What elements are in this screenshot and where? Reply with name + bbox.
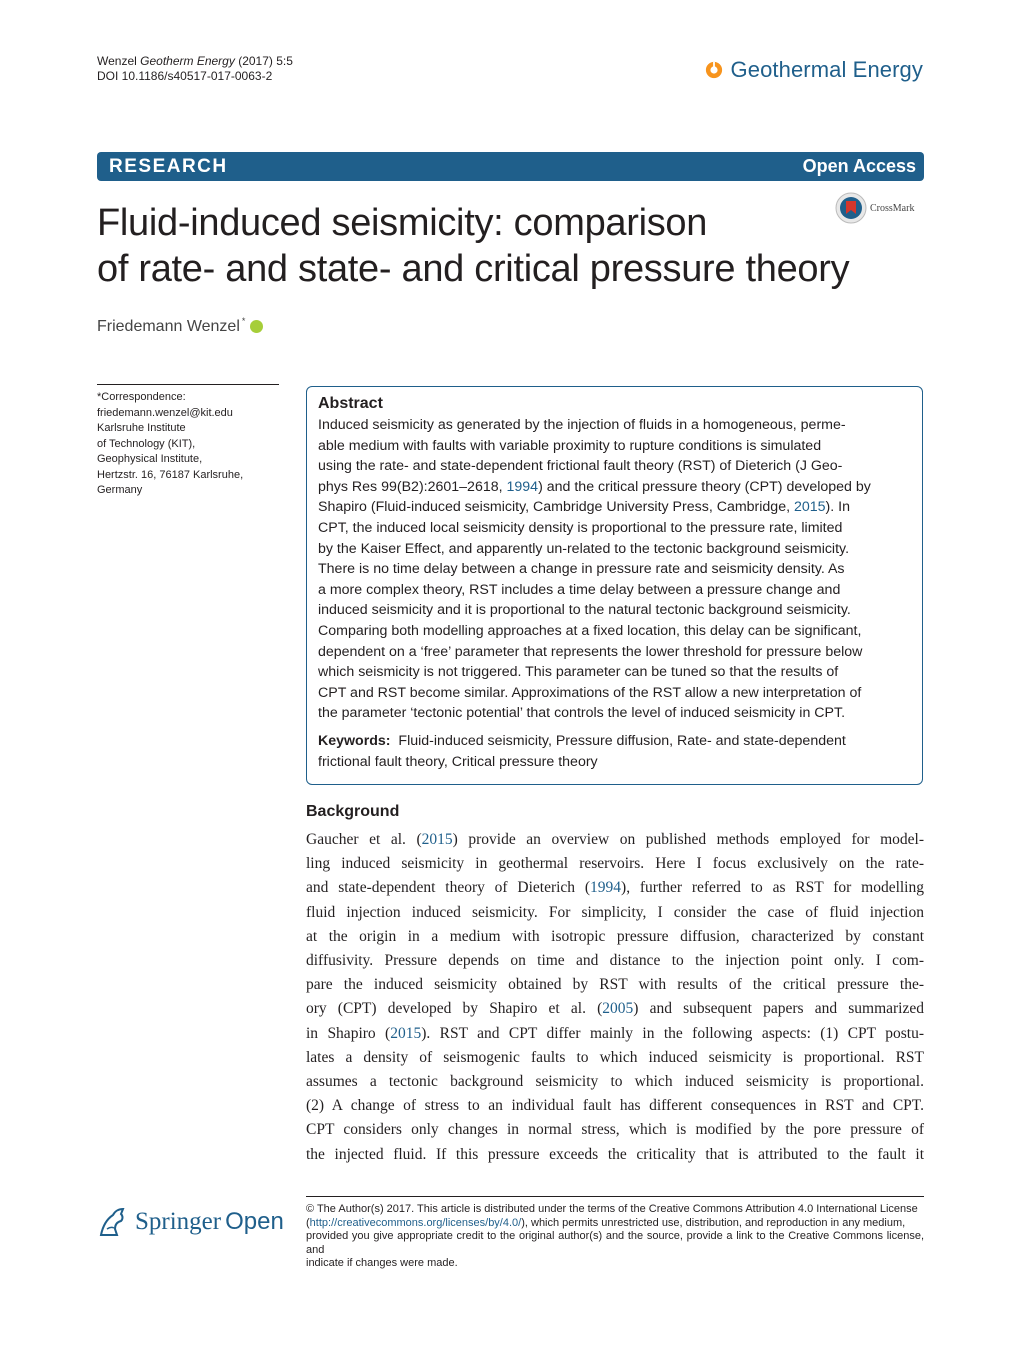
journal-name: Geothermal Energy bbox=[730, 57, 923, 82]
publisher-suffix: Open bbox=[225, 1208, 284, 1235]
abstract-line bbox=[318, 600, 912, 621]
abstract-line bbox=[318, 621, 912, 642]
article-type-label: RESEARCH bbox=[109, 155, 228, 177]
citation-link[interactable]: http://creativecommons.org/licenses/by/4.0/ bbox=[309, 1216, 522, 1229]
author-mark: * bbox=[241, 316, 246, 326]
abstract-body bbox=[318, 415, 912, 724]
text-segment: ( bbox=[306, 1216, 310, 1229]
text-segment: There is no time delay between a change in pressure rate and seismicity density. As bbox=[318, 561, 845, 578]
crossmark-label: CrossMark bbox=[870, 202, 915, 214]
text-segment: assumes a tectonic background seismicity to which induced seismicity is proportional. bbox=[306, 1073, 924, 1091]
body-line bbox=[306, 876, 924, 900]
journal-brand[interactable] bbox=[705, 57, 923, 83]
correspondence-line: of Technology (KIT), bbox=[97, 437, 196, 450]
abstract-box bbox=[306, 386, 923, 785]
article-type-band bbox=[97, 152, 924, 181]
title-line: Fluid-induced seismicity: comparison bbox=[97, 202, 708, 244]
text-segment: using the rate- and state-dependent frictional fault theory (RST) of Dieterich (J Geo- bbox=[318, 458, 843, 475]
text-segment: ) provide an overview on published methods employed for model- bbox=[452, 831, 924, 848]
body-line bbox=[306, 925, 924, 949]
citation-link[interactable]: 2015 bbox=[421, 831, 453, 848]
abstract-line bbox=[318, 539, 912, 560]
text-segment: and state-dependent theory of Dieterich ( bbox=[306, 879, 591, 897]
citation-link[interactable]: 2005 bbox=[602, 1000, 634, 1018]
text-segment: ). RST and CPT differ mainly in the following aspects: (1) CPT postu- bbox=[421, 1024, 924, 1042]
text-segment: ling induced seismicity in geothermal reservoirs. Here I focus exclusively on the rate- bbox=[306, 855, 924, 873]
abstract-line bbox=[318, 477, 912, 498]
title-line: of rate- and state- and critical pressure theory bbox=[97, 248, 850, 290]
body-line bbox=[306, 901, 924, 925]
text-segment: lates a density of seismogenic faults to which induced seismicity is proportional. RST bbox=[306, 1048, 924, 1066]
footer-divider bbox=[306, 1196, 924, 1197]
text-segment: Induced seismicity as generated by the injection of fluids in a homogeneous, perme- bbox=[318, 417, 846, 433]
license-line bbox=[306, 1257, 924, 1271]
text-segment: which seismicity is not triggered. This parameter can be tuned so that the results of bbox=[318, 664, 839, 681]
text-segment: Shapiro (Fluid-induced seismicity, Cambridge University Press, Cambridge, bbox=[318, 499, 794, 516]
abstract-line bbox=[318, 518, 912, 539]
abstract-line bbox=[318, 436, 912, 457]
correspondence-line: Germany bbox=[97, 484, 143, 496]
abstract-line bbox=[318, 642, 912, 663]
text-segment: fluid injection induced seismicity. For simplicity, I consider the case of fluid injection bbox=[306, 903, 924, 921]
article-citation bbox=[97, 54, 293, 84]
journal-logo-icon bbox=[705, 61, 723, 79]
citation-link[interactable]: 1994 bbox=[506, 478, 539, 495]
correspondence-divider bbox=[97, 384, 279, 385]
abstract-line bbox=[318, 683, 912, 704]
abstract-line bbox=[318, 559, 912, 580]
citation-link[interactable]: 1994 bbox=[590, 879, 622, 897]
body-line bbox=[306, 1094, 924, 1118]
license-line bbox=[306, 1230, 924, 1257]
text-segment: dependent on a ‘free’ parameter that represents the lower threshold for pressure below bbox=[318, 643, 863, 660]
doi[interactable]: DOI 10.1186/s40517-017-0063-2 bbox=[97, 69, 273, 83]
keywords-line: Fluid-induced seismicity, Pressure diffusion, Rate- and state-dependent bbox=[398, 732, 846, 749]
text-segment: provided you give appropriate credit to the original author(s) and the source, provide a link to the Creative Commons license, and bbox=[306, 1230, 924, 1256]
body-line bbox=[306, 1070, 924, 1094]
author-line bbox=[97, 318, 263, 336]
crossmark-badge[interactable] bbox=[835, 192, 914, 224]
abstract-line bbox=[318, 662, 912, 683]
text-segment: © The Author(s) 2017. This article is distributed under the terms of the Creative Commons Attribution 4.0 International License bbox=[306, 1203, 918, 1215]
text-segment: indicate if changes were made. bbox=[306, 1257, 458, 1270]
correspondence-block bbox=[97, 390, 282, 499]
text-segment: Comparing both modelling approaches at a fixed location, this delay can be significant, bbox=[318, 622, 862, 639]
body-line bbox=[306, 1046, 924, 1070]
citation-link[interactable]: 2015 bbox=[390, 1024, 422, 1042]
text-segment: ). In bbox=[825, 499, 850, 516]
text-segment: ) and subsequent papers and summarized bbox=[633, 1000, 924, 1018]
body-line bbox=[306, 1118, 924, 1142]
keywords-line: frictional fault theory, Critical pressure theory bbox=[318, 753, 598, 770]
text-segment: the injected fluid. If this pressure exceeds the criticality that is attributed to the fault it bbox=[306, 1145, 924, 1163]
body-line bbox=[306, 1143, 924, 1167]
body-line bbox=[306, 997, 924, 1021]
body-line bbox=[306, 973, 924, 997]
citation-link[interactable]: 2015 bbox=[793, 499, 826, 516]
text-segment: at the origin in a medium with isotropic pressure diffusion, characterized by constant bbox=[306, 927, 924, 945]
abstract-line bbox=[318, 580, 912, 601]
publisher-logo[interactable] bbox=[97, 1205, 284, 1239]
abstract-line bbox=[318, 415, 912, 436]
text-segment: induced seismicity and it is proportional to the natural tectonic background seismicity. bbox=[318, 602, 851, 619]
abstract-line bbox=[318, 497, 912, 518]
text-segment: phys Res 99(B2):2601–2618, bbox=[318, 478, 507, 495]
correspondence-line: *Correspondence: bbox=[97, 391, 186, 403]
text-segment: Gaucher et al. ( bbox=[306, 831, 422, 848]
text-segment: ), which permits unrestricted use, distribution, and reproduction in any medium, bbox=[521, 1216, 906, 1229]
text-segment: (2) A change of stress to an individual fault has different consequences in RST and CPT. bbox=[306, 1097, 924, 1115]
publisher-name: Springer bbox=[135, 1208, 222, 1235]
body-line bbox=[306, 828, 924, 852]
keywords bbox=[318, 731, 912, 772]
author-name[interactable]: Friedemann Wenzel bbox=[97, 318, 240, 335]
text-segment: pare the induced seismicity obtained by RST with results of the critical pressure the- bbox=[306, 976, 924, 994]
correspondence-email[interactable]: friedemann.wenzel@kit.edu bbox=[97, 406, 233, 419]
license-line bbox=[306, 1203, 924, 1217]
correspondence-line: Geophysical Institute, bbox=[97, 453, 203, 465]
body-line bbox=[306, 852, 924, 876]
crossmark-icon bbox=[835, 192, 867, 224]
background-body bbox=[306, 828, 924, 1167]
text-segment: in Shapiro ( bbox=[306, 1024, 391, 1042]
text-segment: CPT, the induced local seismicity density is proportional to the pressure rate, limited bbox=[318, 519, 843, 536]
abstract-heading: Abstract bbox=[318, 395, 383, 412]
abstract-line bbox=[318, 456, 912, 477]
text-segment: CPT considers only changes in normal stress, which is modified by the pore pressure of bbox=[306, 1121, 924, 1139]
orcid-icon[interactable] bbox=[250, 320, 263, 333]
text-segment: a more complex theory, RST includes a time delay between a pressure change and bbox=[318, 581, 841, 598]
open-access-label: Open Access bbox=[802, 156, 916, 176]
springer-horse-icon bbox=[97, 1205, 127, 1239]
citation-author: Wenzel bbox=[97, 54, 137, 68]
license-line bbox=[306, 1217, 924, 1231]
text-segment: able medium with faults with variable proximity to rupture conditions is simulated bbox=[318, 437, 822, 454]
keywords-label: Keywords: bbox=[318, 732, 391, 749]
citation-journal: Geotherm Energy bbox=[140, 54, 235, 68]
abstract-line bbox=[318, 703, 912, 724]
text-segment: ) and the critical pressure theory (CPT) developed by bbox=[538, 478, 871, 495]
text-segment: by the Kaiser Effect, and apparently un-related to the tectonic background seismicity. bbox=[318, 540, 850, 557]
text-segment: ory (CPT) developed by Shapiro et al. ( bbox=[306, 1000, 603, 1018]
correspondence-line: Hertzstr. 16, 76187 Karlsruhe, bbox=[97, 468, 244, 481]
citation-volume: (2017) 5:5 bbox=[234, 54, 293, 68]
body-line bbox=[306, 1022, 924, 1046]
page-title bbox=[97, 200, 897, 292]
text-segment: CPT and RST become similar. Approximations of the RST allow a new interpretation of bbox=[318, 684, 862, 701]
section-heading-background: Background bbox=[306, 803, 400, 820]
text-segment: diffusivity. Pressure depends on time and distance to the injection point only. I com- bbox=[306, 952, 924, 970]
correspondence-line: Karlsruhe Institute bbox=[97, 422, 186, 434]
text-segment: ), further referred to as RST for modelling bbox=[621, 879, 924, 897]
license-text bbox=[306, 1203, 924, 1271]
body-line bbox=[306, 949, 924, 973]
text-segment: the parameter ‘tectonic potential’ that controls the level of induced seismicity in CPT. bbox=[318, 705, 846, 722]
